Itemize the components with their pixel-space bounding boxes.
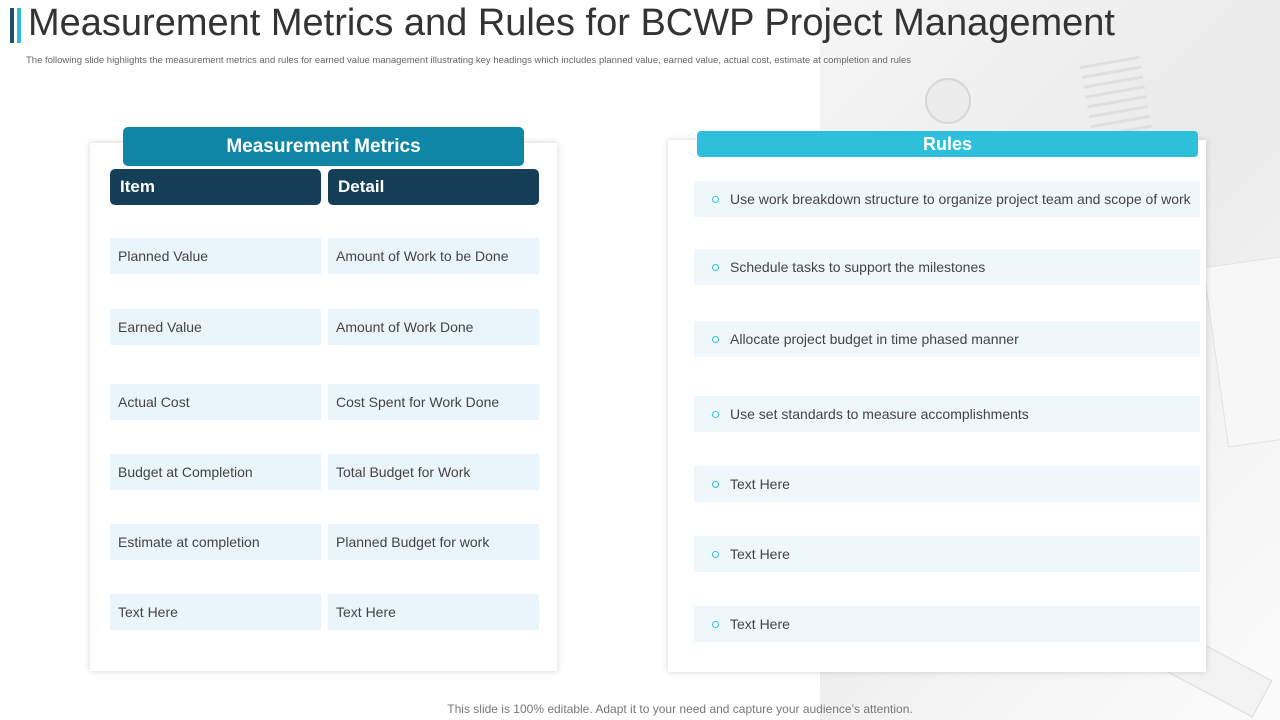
- column-header-item: Item: [110, 169, 321, 205]
- title-accent-bar-light: [17, 8, 21, 43]
- rule-item: [694, 396, 1200, 432]
- metric-item-cell: Budget at Completion: [110, 454, 321, 490]
- seal-icon: [925, 78, 971, 124]
- circle-bullet-icon: [712, 336, 719, 343]
- footer-note: This slide is 100% editable. Adapt it to your need and capture your audience’s attention.: [447, 702, 913, 716]
- metric-item-cell: Planned Value: [110, 238, 321, 274]
- rule-text: Text Here: [730, 616, 790, 632]
- rules-header: Rules: [697, 131, 1198, 157]
- rule-text: Use set standards to measure accomplishments: [730, 406, 1029, 422]
- page-subtitle: The following slide highlights the measurement metrics and rules for earned value management illustrating key headings which includes planned value, earned value, actual cost, estimate at completion and rules: [26, 55, 912, 66]
- rule-item: [694, 181, 1200, 217]
- rule-item: [694, 249, 1200, 285]
- circle-bullet-icon: [712, 411, 719, 418]
- metric-detail-cell: Amount of Work to be Done: [328, 238, 539, 274]
- metric-detail-cell: Cost Spent for Work Done: [328, 384, 539, 420]
- circle-bullet-icon: [712, 264, 719, 271]
- metric-item-cell: Estimate at completion: [110, 524, 321, 560]
- rule-text: Text Here: [730, 476, 790, 492]
- rule-text: Use work breakdown structure to organize project team and scope of work: [730, 191, 1191, 207]
- metric-detail-cell: Planned Budget for work: [328, 524, 539, 560]
- rule-item: [694, 606, 1200, 642]
- metrics-header: Measurement Metrics: [123, 127, 524, 166]
- metric-detail-cell: Amount of Work Done: [328, 309, 539, 345]
- rule-item: [694, 466, 1200, 502]
- metric-detail-cell: Total Budget for Work: [328, 454, 539, 490]
- title-accent-bar-dark: [10, 8, 14, 43]
- metric-item-cell: Earned Value: [110, 309, 321, 345]
- metric-item-cell: Text Here: [110, 594, 321, 630]
- rule-item: [694, 536, 1200, 572]
- rule-text: Schedule tasks to support the milestones: [730, 259, 986, 275]
- circle-bullet-icon: [712, 621, 719, 628]
- column-header-detail: Detail: [328, 169, 539, 205]
- rule-item: [694, 321, 1200, 357]
- metric-detail-cell: Text Here: [328, 594, 539, 630]
- rule-text: Text Here: [730, 546, 790, 562]
- circle-bullet-icon: [712, 551, 719, 558]
- page-title: Measurement Metrics and Rules for BCWP Project Management: [28, 2, 1115, 44]
- circle-bullet-icon: [712, 481, 719, 488]
- circle-bullet-icon: [712, 196, 719, 203]
- metric-item-cell: Actual Cost: [110, 384, 321, 420]
- rule-text: Allocate project budget in time phased manner: [730, 331, 1019, 347]
